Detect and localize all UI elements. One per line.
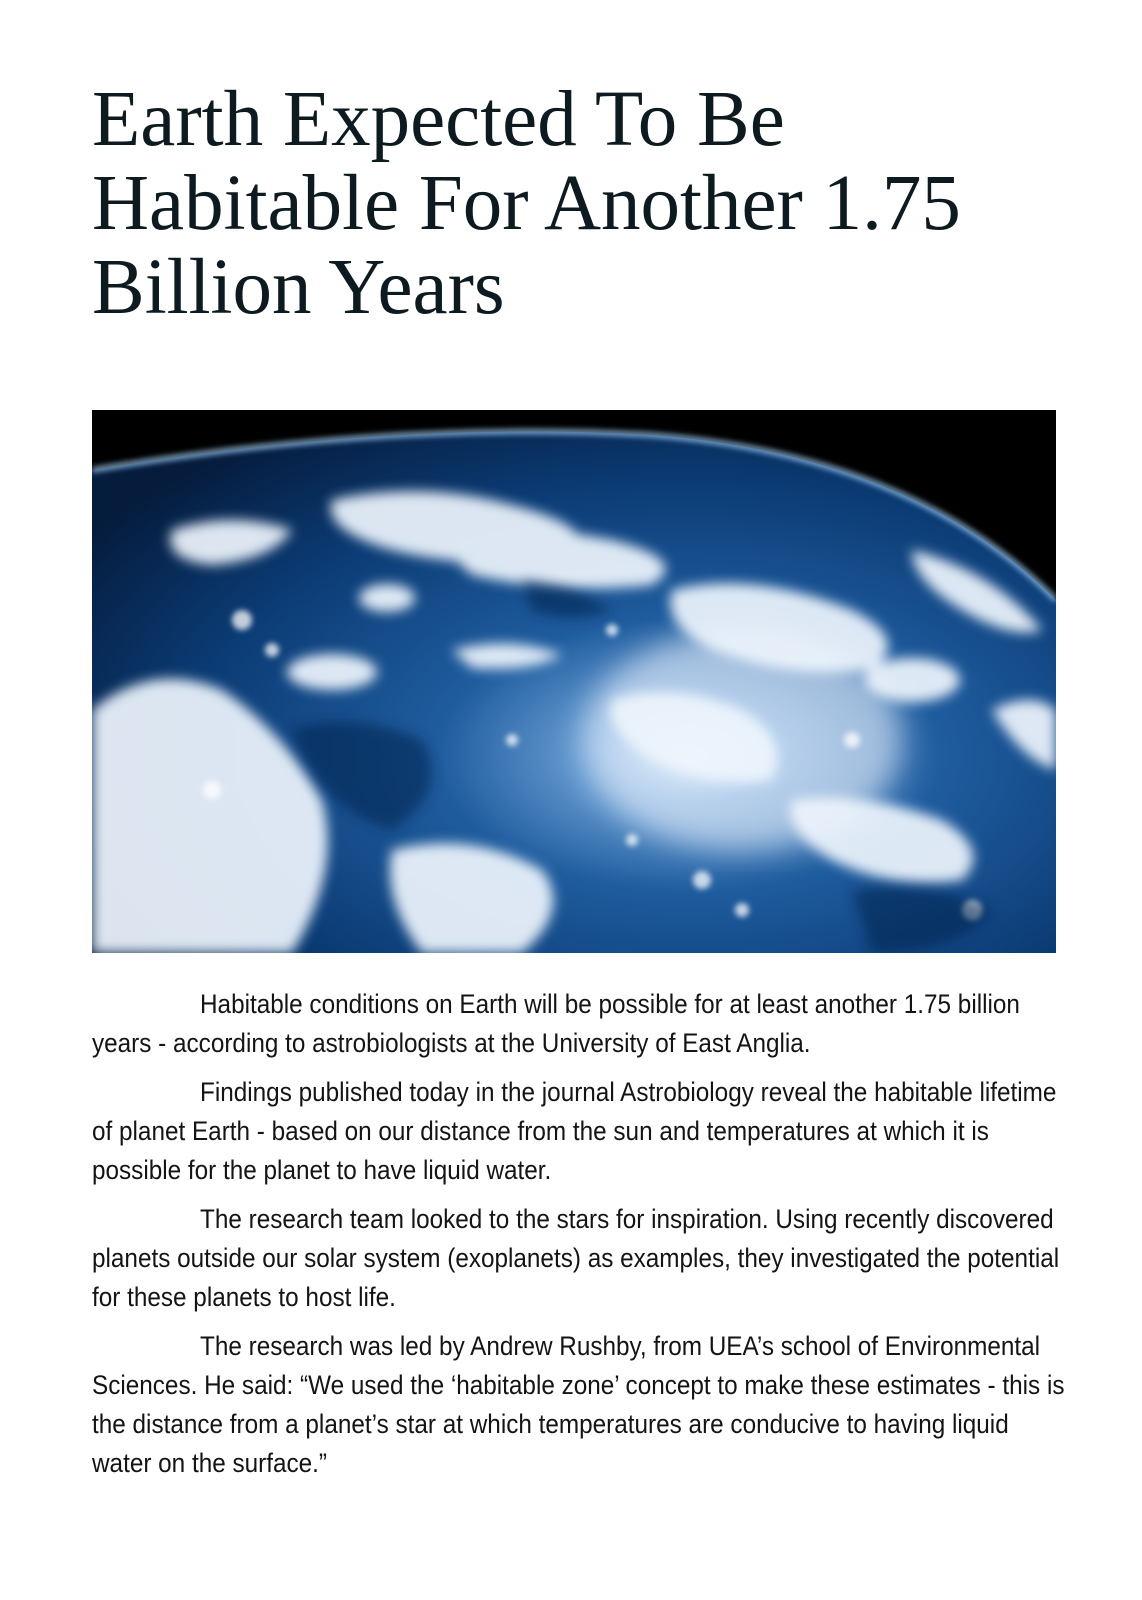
article-headline: Earth Expected To Be Habitable For Another 1.75 Billion Years	[92, 76, 961, 331]
earth-photo	[92, 410, 1056, 953]
article-paragraph: The research team looked to the stars for inspiration. Using recently discovered planets outside our solar system (exoplanets) as examples, they investigated the potential for these planets to host life.	[92, 1204, 1060, 1312]
article-paragraph: The research was led by Andrew Rushby, from UEA’s school of Environmental Sciences. He said: “We used the ‘habitable zone’ concept to make these estimates - this is the distance from a planet’s star at which temperatures are conducive to having liquid water on the surface.”	[92, 1331, 1065, 1478]
article-body	[92, 985, 1067, 1493]
article-paragraph: Habitable conditions on Earth will be possible for at least another 1.75 billion years - according to astrobiologists at the University of East Anglia.	[92, 989, 1020, 1058]
article-paragraph: Findings published today in the journal Astrobiology reveal the habitable lifetime of planet Earth - based on our distance from the sun and temperatures at which it is possible for the planet to have liquid water.	[92, 1077, 1057, 1185]
